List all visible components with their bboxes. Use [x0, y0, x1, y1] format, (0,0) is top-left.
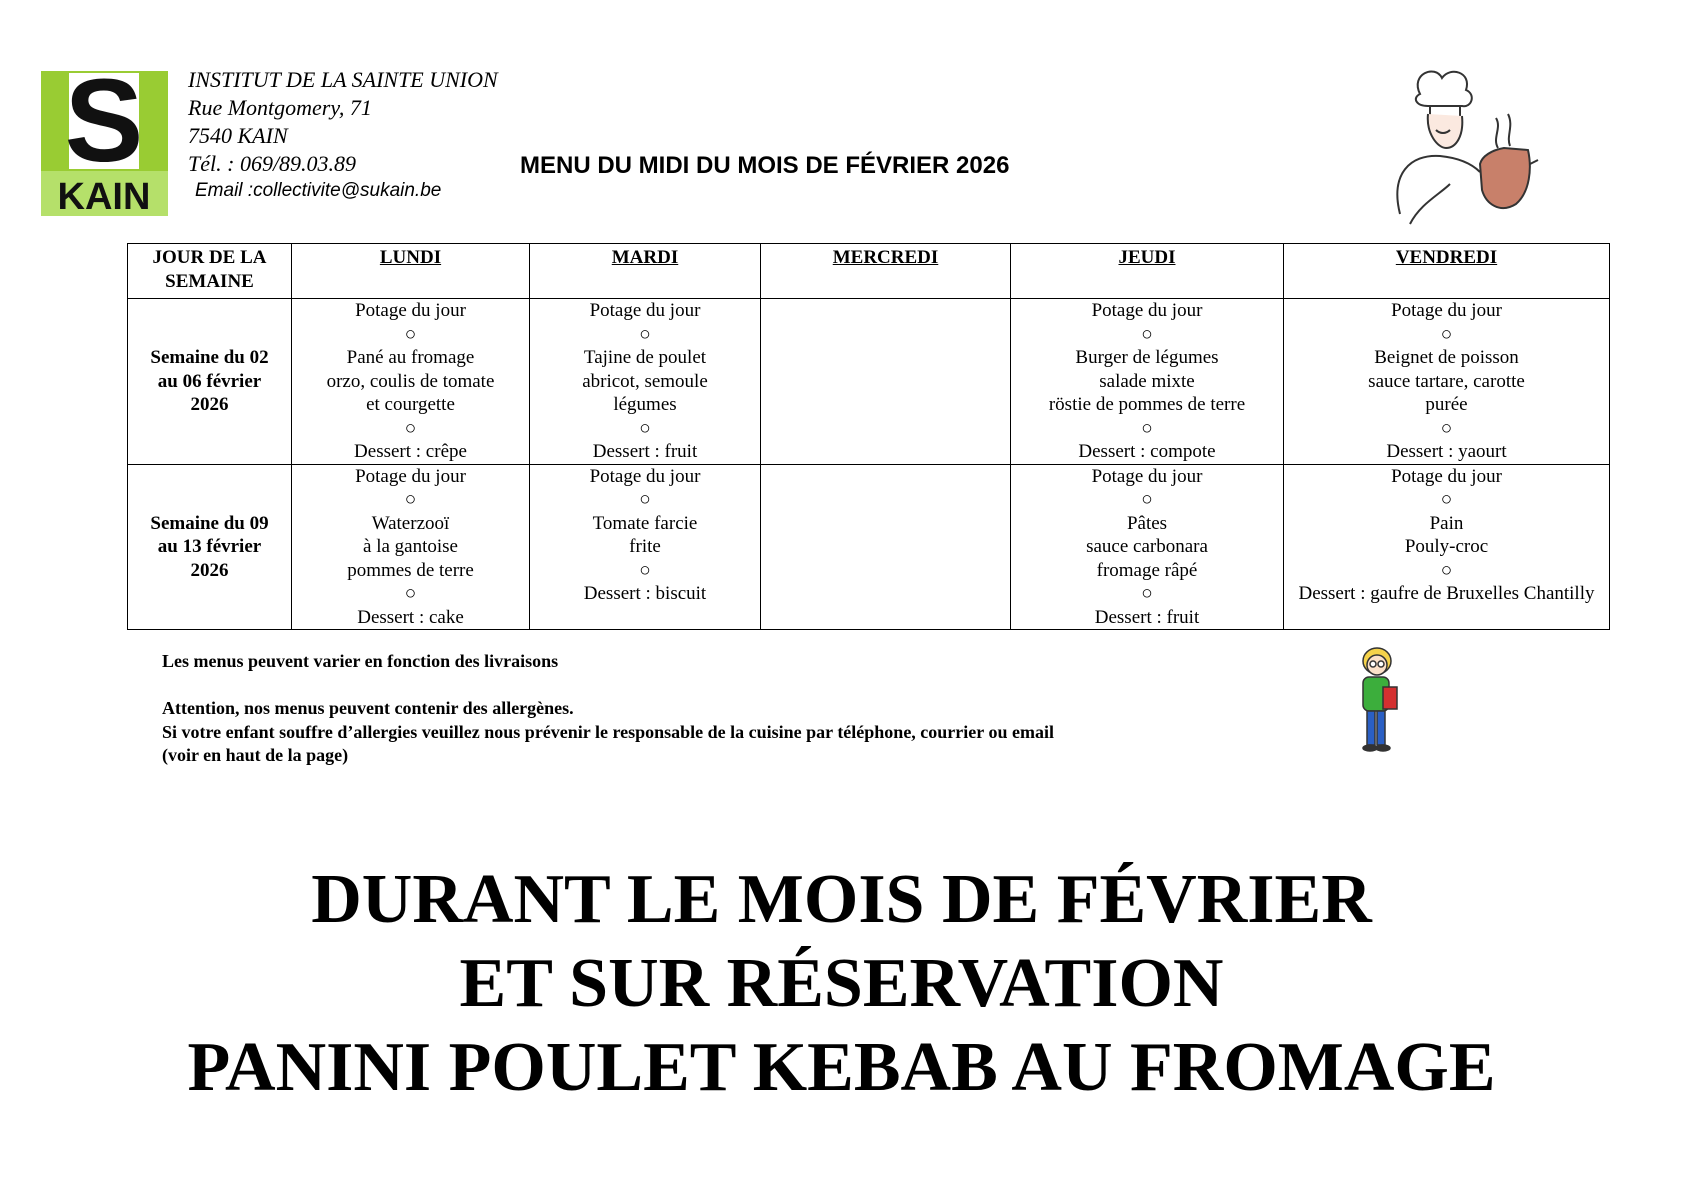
meal-cell: Potage du jour ○ Waterzooï à la gantoise pommes de terre ○ Dessert : cake [292, 464, 530, 630]
email: Email :collectivite@sukain.be [195, 180, 442, 201]
meal-cell: Potage du jour ○ Pâtes sauce carbonara fromage râpé ○ Dessert : fruit [1011, 464, 1284, 630]
meal-cell: Potage du jour ○ Tajine de poulet abricot, semoule légumes ○ Dessert : fruit [530, 299, 761, 465]
announcement [0, 858, 1683, 1110]
school-logo [41, 71, 168, 216]
meal-cell-empty [761, 299, 1011, 465]
day-header-jeudi: JEUDI [1011, 244, 1284, 299]
meal-cell-empty [761, 464, 1011, 630]
table-header-row [128, 244, 1610, 299]
street-address: Rue Montgomery, 71 [188, 95, 372, 120]
week-label: Semaine du 09 au 13 février 2026 [128, 464, 292, 630]
table-row-week-2 [128, 464, 1610, 630]
day-header-lundi: LUNDI [292, 244, 530, 299]
chef-illustration [1380, 64, 1540, 234]
notes-block [162, 650, 1054, 768]
corner-header: JOUR DE LA SEMAINE [128, 244, 292, 299]
note-variation: Les menus peuvent varier en fonction des livraisons [162, 651, 559, 671]
note-allergen-1: Attention, nos menus peuvent contenir des allergènes. [162, 698, 574, 718]
address-block [188, 66, 498, 204]
day-header-vendredi: VENDREDI [1284, 244, 1610, 299]
meal-cell: Potage du jour ○ Burger de légumes salade mixte röstie de pommes de terre ○ Dessert : compote [1011, 299, 1284, 465]
announcement-line-1: DURANT LE MOIS DE FÉVRIER [311, 861, 1372, 938]
day-header-mardi: MARDI [530, 244, 761, 299]
note-allergen-3: (voir en haut de la page) [162, 745, 349, 765]
note-allergen-2: Si votre enfant souffre d’allergies veuillez nous prévenir le responsable de la cuisine par téléphone, courrier ou email [162, 721, 1054, 742]
menu-table [127, 243, 1610, 630]
logo-letter: S [64, 71, 144, 187]
announcement-line-2: ET SUR RÉSERVATION [459, 945, 1224, 1022]
announcement-line-3: PANINI POULET KEBAB AU FROMAGE [187, 1029, 1496, 1106]
table-row-week-1 [128, 299, 1610, 465]
day-header-mercredi: MERCREDI [761, 244, 1011, 299]
institution-name: INSTITUT DE LA SAINTE UNION [188, 67, 498, 92]
meal-cell: Potage du jour ○ Beignet de poisson sauce tartare, carotte purée ○ Dessert : yaourt [1284, 299, 1610, 465]
city: 7540 KAIN [188, 123, 288, 148]
meal-cell: Potage du jour ○ Pané au fromage orzo, coulis de tomate et courgette ○ Dessert : crêpe [292, 299, 530, 465]
meal-cell: Potage du jour ○ Pain Pouly-croc ○ Dessert : gaufre de Bruxelles Chantilly [1284, 464, 1610, 630]
student-illustration [1347, 645, 1407, 753]
logo-text: KAIN [57, 176, 151, 216]
meal-cell: Potage du jour ○ Tomate farcie frite ○ Dessert : biscuit [530, 464, 761, 630]
page-title: MENU DU MIDI DU MOIS DE FÉVRIER 2026 [520, 152, 1010, 179]
phone: Tél. : 069/89.03.89 [188, 151, 357, 176]
week-label: Semaine du 02 au 06 février 2026 [128, 299, 292, 465]
